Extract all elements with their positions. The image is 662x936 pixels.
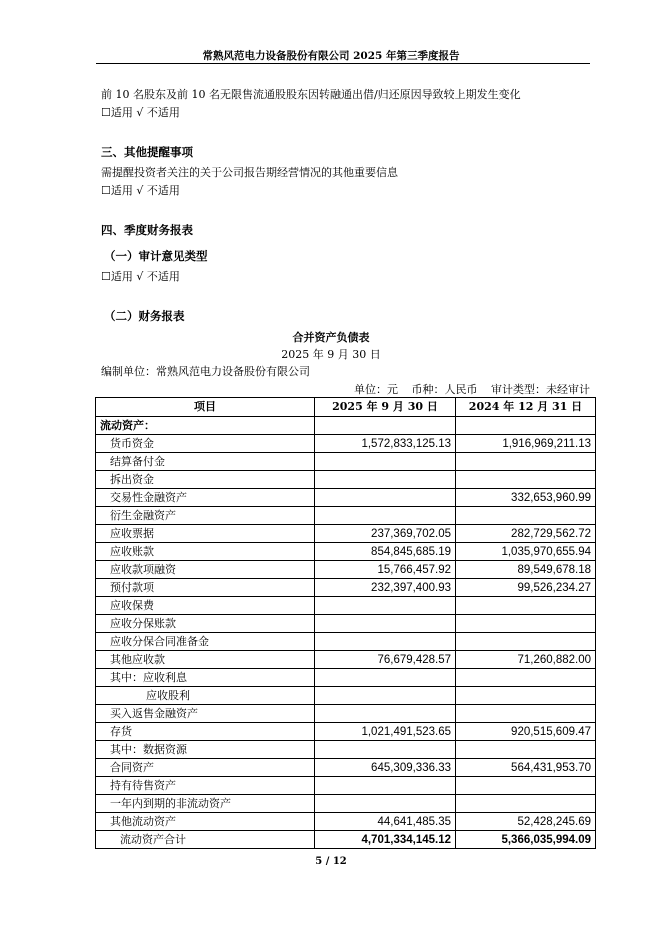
value-previous [456, 597, 596, 615]
value-current [315, 489, 456, 507]
value-current [315, 687, 456, 705]
table-row [96, 615, 596, 633]
table-row [96, 543, 596, 561]
value-current [315, 669, 456, 687]
value-current: 1,021,491,523.65 [315, 723, 456, 741]
table-row [96, 453, 596, 471]
value-previous [456, 741, 596, 759]
table-row [96, 705, 596, 723]
value-previous: 920,515,609.47 [456, 723, 596, 741]
row-label: 应收股利 [96, 687, 315, 705]
section-row-current-assets [96, 417, 596, 435]
row-label: 应收分保账款 [96, 615, 315, 633]
section-empty-current [315, 417, 456, 435]
row-label: 交易性金融资产 [96, 489, 315, 507]
value-current [315, 795, 456, 813]
audit-opinion-heading: （一）审计意见类型 [104, 249, 208, 263]
row-label: 其中：数据资源 [96, 741, 315, 759]
shareholder-change-text: 前 10 名股东及前 10 名无限售流通股股东因转融通出借/归还原因导致较上期发生变化 [101, 88, 521, 101]
statement-title: 合并资产负债表 [292, 331, 370, 344]
value-previous [456, 471, 596, 489]
row-label: 应收票据 [96, 525, 315, 543]
table-row [96, 507, 596, 525]
total-row [96, 831, 596, 849]
column-header-previous: 2024 年 12 月 31 日 [456, 398, 596, 417]
value-previous: 282,729,562.72 [456, 525, 596, 543]
preparer-company: 编制单位：常熟风范电力设备股份有限公司 [101, 365, 310, 378]
other-reminders-option: ☐适用 √ 不适用 [101, 184, 180, 197]
total-previous: 5,366,035,994.09 [456, 831, 596, 849]
page-number: 5 / 12 [315, 856, 347, 867]
table-row [96, 723, 596, 741]
value-current: 645,309,336.33 [315, 759, 456, 777]
table-row [96, 777, 596, 795]
table-row [96, 579, 596, 597]
row-label: 应收保费 [96, 597, 315, 615]
financial-statements-heading: 四、季度财务报表 [101, 223, 193, 237]
row-label: 其他流动资产 [96, 813, 315, 831]
value-current: 232,397,400.93 [315, 579, 456, 597]
unit-label: 单位：元 [354, 383, 398, 396]
row-label: 存货 [96, 723, 315, 741]
value-current [315, 597, 456, 615]
row-label: 拆出资金 [96, 471, 315, 489]
row-label: 合同资产 [96, 759, 315, 777]
value-previous [456, 633, 596, 651]
shareholder-change-option: ☐适用 √ 不适用 [101, 106, 180, 119]
total-label: 流动资产合计 [96, 831, 315, 849]
currency-label: 币种：人民币 [411, 383, 478, 396]
table-header-row [96, 398, 596, 417]
value-previous: 71,260,882.00 [456, 651, 596, 669]
report-header-title: 常熟风范电力设备股份有限公司 2025 年第三季度报告 [202, 50, 460, 62]
value-previous [456, 777, 596, 795]
audit-opinion-option: ☐适用 √ 不适用 [101, 270, 180, 283]
value-previous: 99,526,234.27 [456, 579, 596, 597]
value-previous [456, 669, 596, 687]
row-label: 应收款项融资 [96, 561, 315, 579]
value-current: 15,766,457.92 [315, 561, 456, 579]
value-previous [456, 795, 596, 813]
value-previous: 332,653,960.99 [456, 489, 596, 507]
value-previous: 564,431,953.70 [456, 759, 596, 777]
value-current: 44,641,485.35 [315, 813, 456, 831]
value-current [315, 777, 456, 795]
other-reminders-heading: 三、其他提醒事项 [101, 145, 193, 159]
balance-sheet-table [95, 397, 596, 849]
value-previous: 1,916,969,211.13 [456, 435, 596, 453]
value-previous: 89,549,678.18 [456, 561, 596, 579]
table-row [96, 687, 596, 705]
value-current [315, 471, 456, 489]
table-row [96, 669, 596, 687]
value-previous [456, 705, 596, 723]
section-label: 流动资产： [96, 417, 315, 435]
statement-date: 2025 年 9 月 30 日 [281, 348, 381, 361]
value-current [315, 507, 456, 525]
value-current [315, 453, 456, 471]
column-header-item: 项目 [96, 398, 315, 417]
table-row [96, 471, 596, 489]
table-row [96, 795, 596, 813]
header-divider [96, 63, 590, 64]
value-current: 1,572,833,125.13 [315, 435, 456, 453]
row-label: 货币资金 [96, 435, 315, 453]
value-current [315, 741, 456, 759]
row-label: 其中：应收利息 [96, 669, 315, 687]
row-label: 应收账款 [96, 543, 315, 561]
row-label: 买入返售金融资产 [96, 705, 315, 723]
audit-type-label: 审计类型：未经审计 [491, 383, 590, 396]
table-row [96, 597, 596, 615]
value-previous [456, 453, 596, 471]
value-previous [456, 507, 596, 525]
table-row [96, 651, 596, 669]
statements-subheading: （二）财务报表 [104, 309, 185, 323]
column-header-current: 2025 年 9 月 30 日 [315, 398, 456, 417]
value-previous [456, 687, 596, 705]
row-label: 结算备付金 [96, 453, 315, 471]
value-current [315, 705, 456, 723]
value-current: 76,679,428.57 [315, 651, 456, 669]
table-row [96, 561, 596, 579]
value-previous: 52,428,245.69 [456, 813, 596, 831]
value-current: 237,369,702.05 [315, 525, 456, 543]
row-label: 应收分保合同准备金 [96, 633, 315, 651]
table-row [96, 759, 596, 777]
table-row [96, 489, 596, 507]
row-label: 其他应收款 [96, 651, 315, 669]
section-empty-previous [456, 417, 596, 435]
total-current: 4,701,334,145.12 [315, 831, 456, 849]
row-label: 一年内到期的非流动资产 [96, 795, 315, 813]
unit-currency-line [344, 381, 590, 397]
table-row [96, 633, 596, 651]
table-row [96, 525, 596, 543]
table-row [96, 741, 596, 759]
row-label: 预付款项 [96, 579, 315, 597]
table-row [96, 435, 596, 453]
row-label: 持有待售资产 [96, 777, 315, 795]
value-previous: 1,035,970,655.94 [456, 543, 596, 561]
row-label: 衍生金融资产 [96, 507, 315, 525]
value-previous [456, 615, 596, 633]
other-reminders-text: 需提醒投资者关注的关于公司报告期经营情况的其他重要信息 [101, 166, 398, 179]
value-current [315, 615, 456, 633]
table-row [96, 813, 596, 831]
value-current [315, 633, 456, 651]
value-current: 854,845,685.19 [315, 543, 456, 561]
